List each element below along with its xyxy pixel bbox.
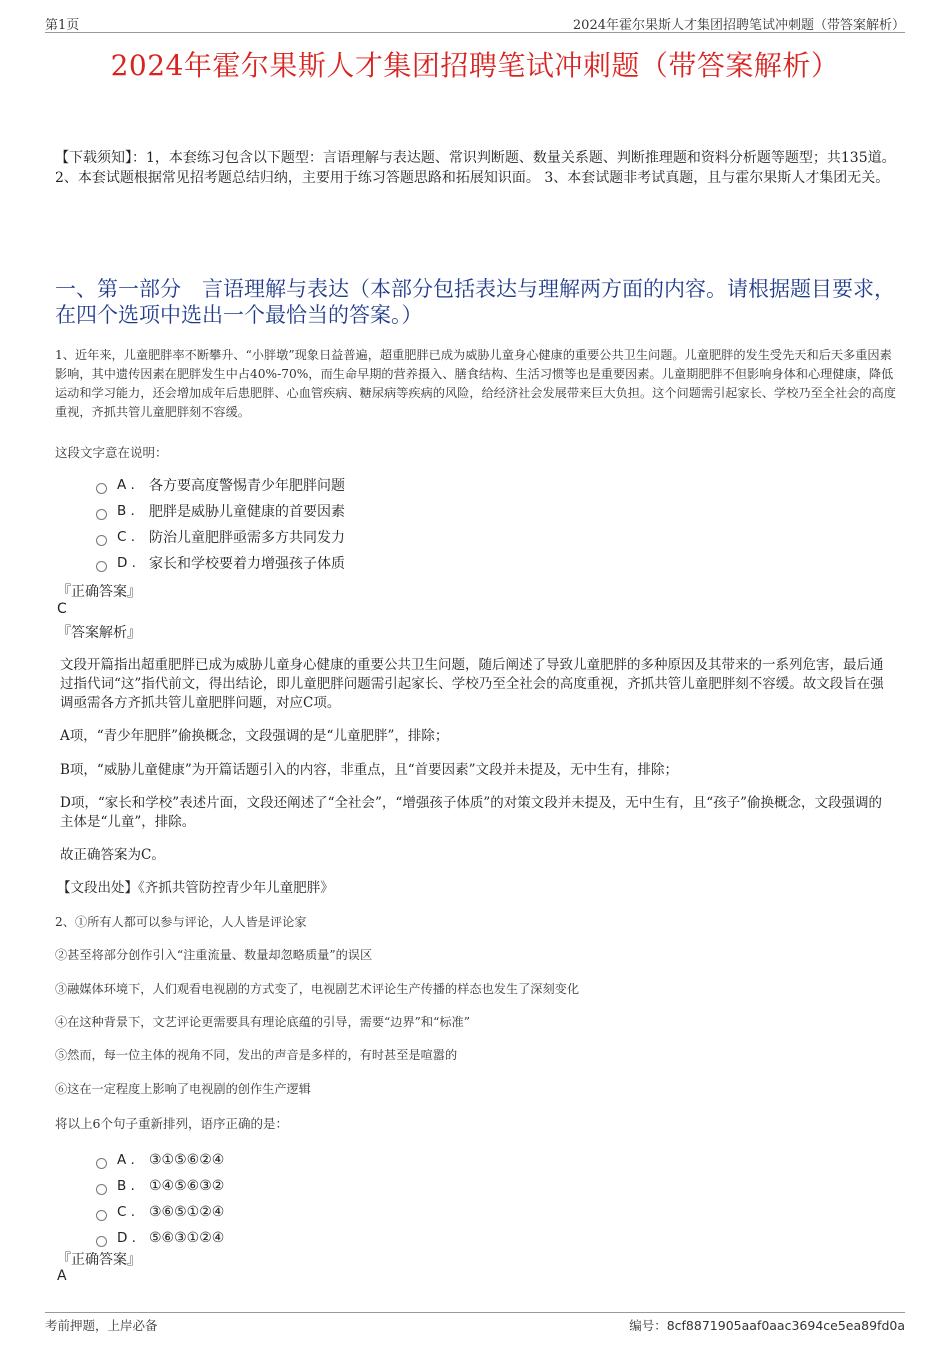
q1-analysis-label: 『答案解析』 bbox=[57, 625, 141, 641]
radio-icon[interactable] bbox=[96, 535, 107, 546]
footer-doc-id: 编号：8cf8871905aaf0aac3694ce5ea89fd0a bbox=[629, 1318, 905, 1333]
q2-option-c[interactable]: C . ③⑥⑤①②④ bbox=[96, 1199, 224, 1225]
radio-icon[interactable] bbox=[96, 561, 107, 572]
q1-option-a[interactable]: A . 各方要高度警惕青少年肥胖问题 bbox=[96, 472, 345, 498]
q2-option-a[interactable]: A . ③①⑤⑥②④ bbox=[96, 1147, 224, 1173]
q1-analysis-p3: B项，“威胁儿童健康”为开篇话题引入的内容，非重点，且“首要因素”文段并未提及，无中生有，排除； bbox=[60, 762, 679, 778]
q2-answer: A bbox=[57, 1268, 67, 1284]
q1-option-d[interactable]: D . 家长和学校要着力增强孩子体质 bbox=[96, 550, 345, 576]
q2-line-2: ②甚至将部分创作引入“注重流量、数量却忽略质量”的误区 bbox=[55, 948, 373, 962]
radio-icon[interactable] bbox=[96, 1236, 107, 1247]
q1-analysis-p5: 故正确答案为C。 bbox=[60, 847, 165, 863]
q2-option-d[interactable]: D . ⑤⑥③①②④ bbox=[96, 1225, 224, 1251]
section-heading: 一、第一部分 言语理解与表达（本部分包括表达与理解两方面的内容。请根据题目要求，在四个选项中选出一个最恰当的答案。） bbox=[55, 277, 895, 327]
q1-analysis-p2: A项，“青少年肥胖”偷换概念，文段强调的是“儿童肥胖”，排除； bbox=[60, 728, 449, 744]
radio-icon[interactable] bbox=[96, 483, 107, 494]
q2-option-b[interactable]: B . ①④⑤⑥③② bbox=[96, 1173, 224, 1199]
q2-prompt: 将以上6个句子重新排列，语序正确的是： bbox=[55, 1116, 288, 1131]
q1-analysis-p1: 文段开篇指出超重肥胖已成为威胁儿童身心健康的重要公共卫生问题，随后阐述了导致儿童肥胖的多种原因及其带来的一系列危害，最后通过指代词“这”指代前文，得出结论，即儿童肥胖问题需引起家长、学校乃至全社会的高度重视，齐抓共管儿童肥胖刻不容缓。故文段旨在强调亟需各方齐抓共管儿童肥胖问题，对应C项。 bbox=[60, 657, 884, 711]
q2-line-6: ⑥这在一定程度上影响了电视剧的创作生产逻辑 bbox=[55, 1082, 311, 1096]
q1-answer: C bbox=[57, 601, 67, 617]
header-doc-title: 2024年霍尔果斯人才集团招聘笔试冲刺题（带答案解析） bbox=[572, 18, 905, 33]
q1-options bbox=[96, 472, 345, 576]
q1-answer-label: 『正确答案』 bbox=[57, 584, 141, 600]
q2-line-4: ④在这种背景下，文艺评论更需要具有理论底蕴的引导，需要“边界”和“标准” bbox=[55, 1015, 470, 1029]
footer-slogan: 考前押题，上岸必备 bbox=[45, 1318, 158, 1333]
q1-prompt: 这段文字意在说明： bbox=[55, 445, 168, 460]
page-footer bbox=[45, 1312, 905, 1337]
q2-options bbox=[96, 1147, 224, 1251]
q1-stem: 1、近年来，儿童肥胖率不断攀升、“小胖墩”现象日益普遍，超重肥胖已成为威胁儿童身心健康的重要公共卫生问题。儿童肥胖的发生受先天和后天多重因素影响，其中遗传因素在肥胖发生中占40%-70%，而生命早期的营养摄入、膳食结构、生活习惯等也是重要因素。儿童期肥胖不但影响身体和心理健康，降低运动和学习能力，还会增加成年后患肥胖、心血管疾病、糖尿病等疾病的风险，给经济社会发展带来巨大负担。这个问题需引起家长、学校乃至全社会的高度重视，齐抓共管儿童肥胖刻不容缓。 bbox=[55, 348, 896, 419]
q2-line-1: 2、①所有人都可以参与评论，人人皆是评论家 bbox=[55, 915, 307, 929]
q1-source: 【文段出处】《齐抓共管防控青少年儿童肥胖》 bbox=[57, 880, 334, 896]
q1-analysis-p4: D项，“家长和学校”表述片面，文段还阐述了“全社会”，“增强孩子体质”的对策文段并未提及，无中生有，且“孩子”偷换概念，文段强调的主体是“儿童”，排除。 bbox=[60, 795, 883, 830]
q1-option-b[interactable]: B . 肥胖是威胁儿童健康的首要因素 bbox=[96, 498, 345, 524]
q2-line-5: ⑤然而，每一位主体的视角不同，发出的声音是多样的，有时甚至是喧嚣的 bbox=[55, 1048, 458, 1062]
q2-answer-label: 『正确答案』 bbox=[57, 1252, 141, 1268]
q1-option-c[interactable]: C . 防治儿童肥胖亟需多方共同发力 bbox=[96, 524, 345, 550]
document-title: 2024年霍尔果斯人才集团招聘笔试冲刺题（带答案解析） bbox=[110, 49, 840, 82]
q2-line-3: ③融媒体环境下，人们观看电视剧的方式变了，电视剧艺术评论生产传播的样态也发生了深刻变化 bbox=[55, 982, 580, 996]
radio-icon[interactable] bbox=[96, 1158, 107, 1169]
radio-icon[interactable] bbox=[96, 509, 107, 520]
page-number: 第1页 bbox=[45, 18, 80, 33]
radio-icon[interactable] bbox=[96, 1184, 107, 1195]
download-notice: 【下载须知】：1，本套练习包含以下题型：言语理解与表达题、常识判断题、数量关系题、判断推理题和资料分析题等题型；共135道。 2、本套试题根据常见招考题总结归纳，主要用于练习答题思路和拓展知识面。 3、本套试题非考试真题，且与霍尔果斯人才集团无关。 bbox=[55, 150, 896, 186]
radio-icon[interactable] bbox=[96, 1210, 107, 1221]
page-header bbox=[45, 10, 905, 33]
